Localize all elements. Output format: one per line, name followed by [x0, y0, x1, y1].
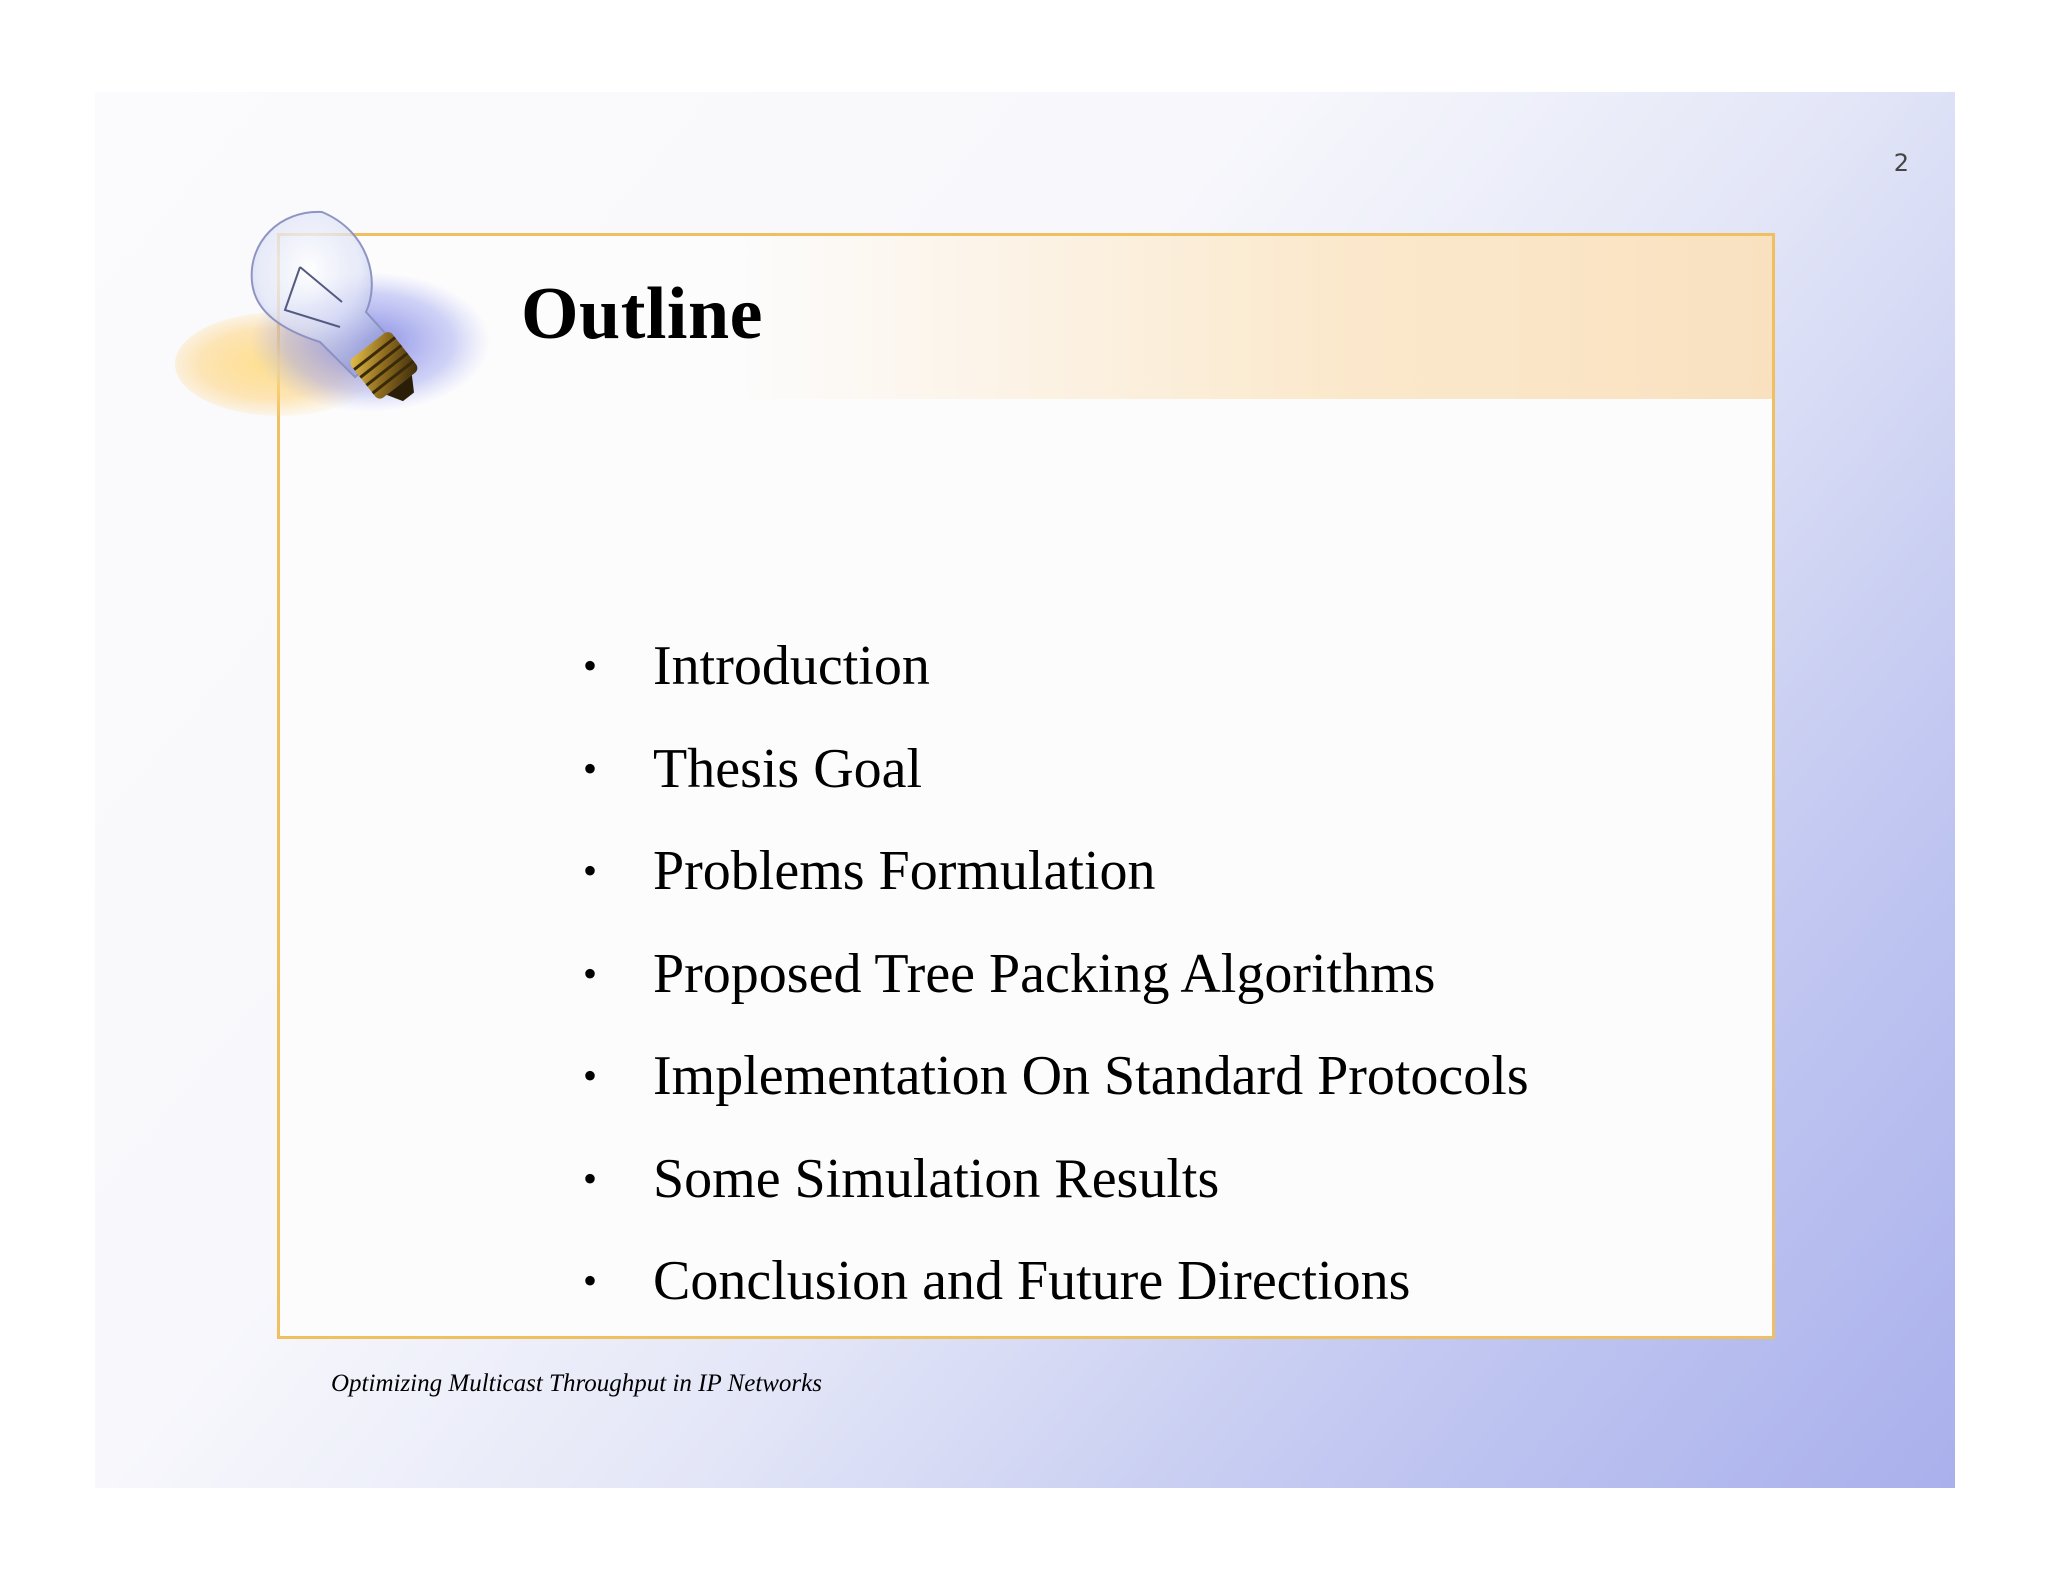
bullet-dot: •	[583, 950, 598, 996]
list-item	[583, 1246, 1529, 1349]
bullet-dot: •	[583, 1053, 598, 1098]
bullet-text: Problems Formulation	[653, 840, 1156, 902]
list-item	[583, 1041, 1529, 1144]
slide-title: Outline	[521, 273, 763, 355]
bullet-dot: •	[583, 848, 598, 893]
bullet-dot: •	[583, 643, 598, 688]
bullet-text: Proposed Tree Packing Algorithms	[653, 942, 1436, 1005]
bullet-dot: •	[583, 1258, 598, 1303]
bullet-text: Conclusion and Future Directions	[653, 1250, 1411, 1312]
list-item	[583, 836, 1529, 939]
bullet-text: Some Simulation Results	[653, 1147, 1220, 1210]
footer-text: Optimizing Multicast Throughput in IP Networks	[331, 1370, 822, 1397]
bullet-dot: •	[583, 1155, 598, 1201]
bullet-text: Thesis Goal	[653, 737, 923, 800]
bullet-text: Introduction	[653, 635, 930, 697]
slide	[95, 92, 1955, 1488]
slide-number: 2	[1893, 149, 1909, 177]
list-item	[583, 1144, 1529, 1247]
list-item	[583, 734, 1529, 837]
bullet-text: Implementation On Standard Protocols	[653, 1045, 1529, 1107]
list-item	[583, 631, 1529, 734]
bullet-dot: •	[583, 745, 598, 791]
bullet-list	[583, 631, 1529, 1349]
list-item	[583, 939, 1529, 1042]
light-bulb-icon	[170, 192, 510, 432]
